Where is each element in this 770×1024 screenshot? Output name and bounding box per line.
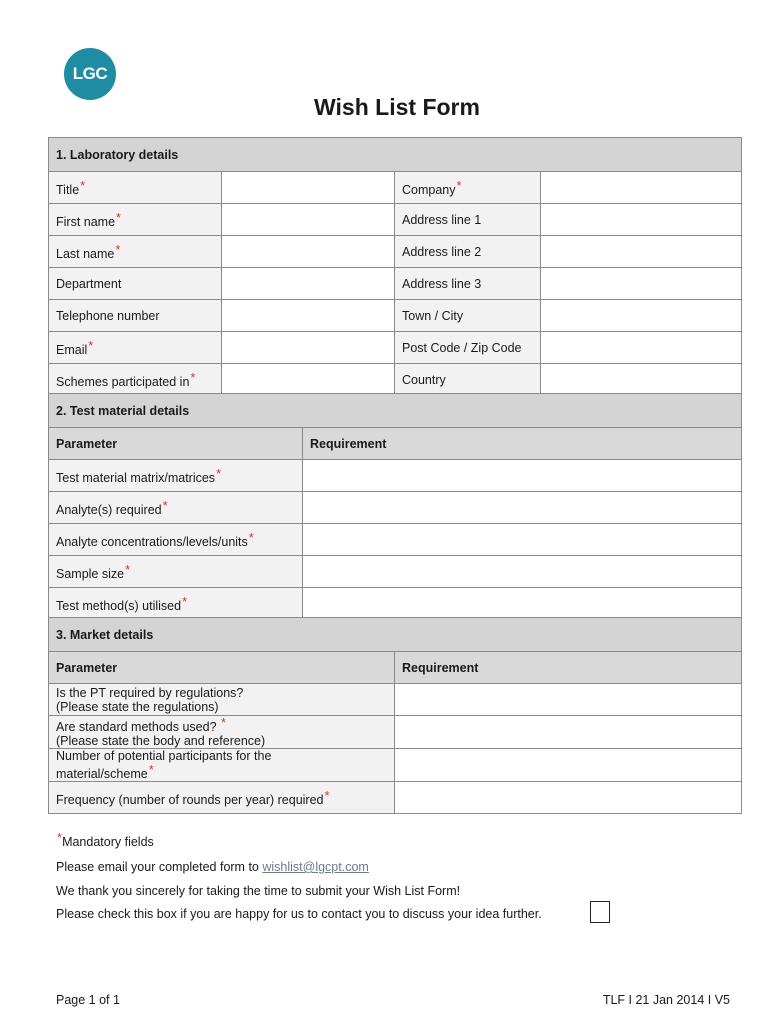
requirement-input[interactable] [303, 460, 742, 492]
table-row [49, 236, 742, 268]
required-star: * [162, 498, 168, 513]
table-row [49, 684, 742, 716]
field-label-text: First name [56, 215, 116, 229]
requirement-input[interactable] [395, 716, 742, 749]
field-label-text: Title [56, 183, 80, 197]
section-title: 3. Market details [49, 618, 742, 652]
parameter-line1: Is the PT required by regulations? [56, 685, 244, 700]
required-star: * [80, 178, 86, 193]
field-label [49, 364, 222, 396]
required-star: * [148, 762, 154, 777]
parameter-line2: (Please state the body and reference) [56, 734, 266, 748]
field-label-text: Country [402, 372, 446, 387]
parameter-label [49, 749, 395, 782]
field-label [395, 364, 541, 396]
field-label [49, 268, 222, 300]
section-title: 1. Laboratory details [49, 138, 742, 172]
lgc-logo: LGC [64, 48, 116, 100]
field-input[interactable] [222, 364, 395, 396]
section-title: 2. Test material details [49, 394, 742, 428]
required-star: * [116, 210, 122, 225]
page-number: Page 1 of 1 [56, 993, 120, 1007]
parameter-label [49, 524, 303, 556]
field-label [49, 172, 222, 204]
field-label-text: Address line 1 [402, 212, 482, 227]
table-row [49, 588, 742, 620]
table-row [49, 556, 742, 588]
required-star: * [324, 787, 330, 803]
field-input[interactable] [222, 332, 395, 364]
document-reference: TLF I 21 Jan 2014 I V5 [602, 993, 730, 1007]
field-label [395, 268, 541, 300]
field-input[interactable] [222, 268, 395, 300]
required-star: * [190, 370, 196, 385]
page-title: Wish List Form [314, 94, 480, 120]
parameter-label-text: Test material matrix/matrices [56, 471, 216, 485]
field-input[interactable] [222, 204, 395, 236]
email-prefix: Please email your completed form to [56, 860, 263, 874]
contact-note: Please check this box if you are happy for us to contact you to discuss your idea further. [56, 907, 542, 921]
column-header-requirement: Requirement [395, 652, 742, 684]
market-details-table [48, 617, 742, 814]
parameter-line2: (Please state the regulations) [56, 699, 219, 714]
parameter-label-text: Test method(s) utilised [56, 599, 182, 613]
field-label-text: Last name [56, 247, 115, 261]
field-input[interactable] [222, 172, 395, 204]
table-row [49, 172, 742, 204]
parameter-line1: Frequency (number of rounds per year) required [56, 792, 324, 807]
table-row [49, 716, 742, 749]
field-label-text: Address line 2 [402, 244, 482, 259]
table-row [49, 492, 742, 524]
table-row [49, 524, 742, 556]
table-row [49, 268, 742, 300]
parameter-label-text: Sample size [56, 567, 125, 581]
laboratory-details-table [48, 137, 742, 396]
field-label [395, 172, 541, 204]
parameter-line1: Are standard methods used? [56, 720, 220, 734]
email-note [56, 860, 369, 874]
field-label-text: Company [402, 183, 456, 197]
parameter-label-text: Analyte concentrations/levels/units [56, 535, 248, 549]
field-label [395, 236, 541, 268]
field-label [395, 300, 541, 332]
table-row [49, 332, 742, 364]
field-label-text: Schemes participated in [56, 375, 190, 389]
field-input[interactable] [222, 300, 395, 332]
required-star: * [216, 466, 222, 481]
column-header-parameter: Parameter [49, 428, 303, 460]
mandatory-text: Mandatory fields [62, 835, 154, 849]
field-label [49, 204, 222, 236]
required-star: * [115, 242, 121, 257]
field-input[interactable] [541, 204, 742, 236]
requirement-input[interactable] [303, 588, 742, 620]
required-star: * [88, 338, 94, 353]
parameter-label [49, 492, 303, 524]
field-input[interactable] [222, 236, 395, 268]
required-star: * [182, 594, 188, 609]
field-label-text: Email [56, 343, 88, 357]
required-star: * [456, 178, 462, 193]
field-label-text: Address line 3 [402, 276, 482, 291]
field-label-text: Department [56, 276, 122, 291]
field-input[interactable] [541, 300, 742, 332]
table-row [49, 782, 742, 814]
field-label-text: Town / City [402, 308, 464, 323]
contact-checkbox[interactable] [590, 901, 610, 923]
field-input[interactable] [541, 172, 742, 204]
parameter-label [49, 782, 395, 814]
table-row [49, 364, 742, 396]
parameter-label [49, 716, 395, 749]
requirement-input[interactable] [395, 749, 742, 782]
field-label [395, 204, 541, 236]
test-material-table [48, 393, 742, 620]
parameter-label-text: Analyte(s) required [56, 503, 162, 517]
parameter-label [49, 556, 303, 588]
table-row [49, 204, 742, 236]
column-header-requirement: Requirement [303, 428, 742, 460]
requirement-input[interactable] [303, 556, 742, 588]
requirement-input[interactable] [395, 782, 742, 814]
field-label-text: Post Code / Zip Code [402, 340, 522, 355]
table-row [49, 300, 742, 332]
table-row [49, 749, 742, 782]
field-label [49, 300, 222, 332]
field-input[interactable] [541, 332, 742, 364]
column-header-parameter: Parameter [49, 652, 395, 684]
field-label-text: Telephone number [56, 308, 160, 323]
field-input[interactable] [541, 364, 742, 396]
required-star: * [125, 562, 131, 577]
field-label [49, 332, 222, 364]
field-input[interactable] [541, 268, 742, 300]
required-star: * [221, 715, 227, 730]
mandatory-note [56, 830, 154, 849]
parameter-line1: Number of potential participants for the [56, 749, 272, 763]
field-input[interactable] [541, 236, 742, 268]
field-label [395, 332, 541, 364]
parameter-line2: material/scheme [56, 767, 148, 781]
email-link[interactable]: wishlist@lgcpt.com [262, 860, 369, 874]
requirement-input[interactable] [395, 684, 742, 716]
table-row [49, 460, 742, 492]
requirement-input[interactable] [303, 492, 742, 524]
required-star: * [248, 530, 254, 545]
field-label [49, 236, 222, 268]
requirement-input[interactable] [303, 524, 742, 556]
thanks-note: We thank you sincerely for taking the time to submit your Wish List Form! [56, 884, 461, 898]
parameter-label [49, 460, 303, 492]
parameter-label [49, 684, 395, 716]
parameter-label [49, 588, 303, 620]
required-star: * [57, 830, 63, 845]
